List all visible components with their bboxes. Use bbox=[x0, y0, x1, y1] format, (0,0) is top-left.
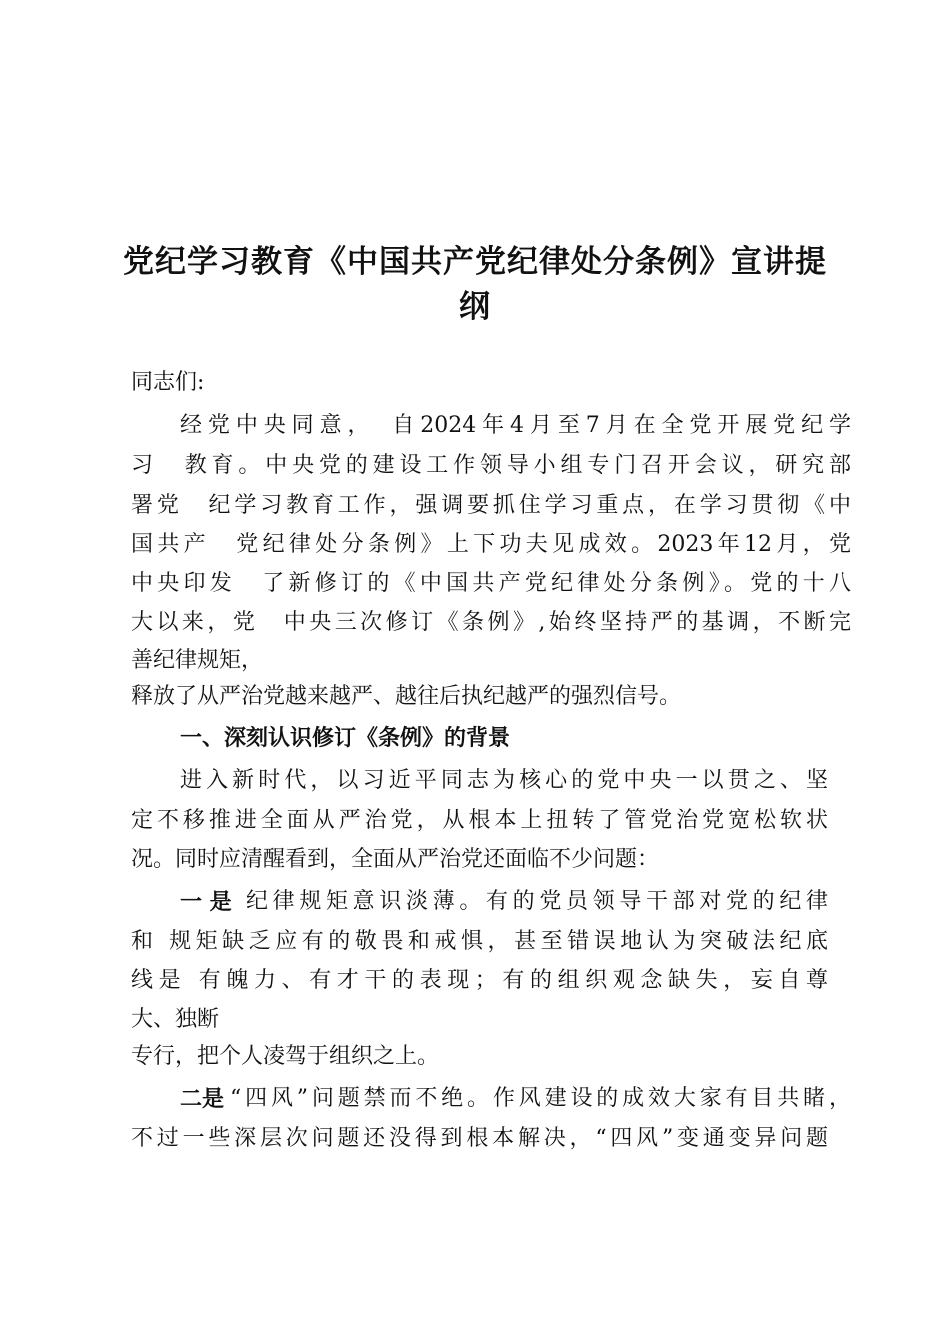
paragraph-2-line-2: 定不移推进全面从严治党，从根本上扭转了管党治党宽松软状 bbox=[131, 808, 828, 833]
paragraph-4-lead: 二是 bbox=[180, 1086, 225, 1112]
paragraph-3-line-5: 专行，把个人凌驾于组织之上。 bbox=[131, 1044, 440, 1069]
paragraph-1-line-3: 署党 纪学习教育工作，强调要抓住学习重点，在学习贯彻《中 bbox=[131, 493, 851, 518]
paragraph-4-line-1: “四风”问题禁而不绝。作风建设的成效大家有目共睹， bbox=[230, 1086, 851, 1111]
paragraph-1-line-1: 经党中央同意， 自2024年4月至7月在全党开展党纪学 bbox=[180, 413, 851, 438]
paragraph-1-line-6: 大以来，党 中央三次修订《条例》,始终坚持严的基调，不断完 bbox=[131, 610, 851, 635]
paragraph-4-line-2: 不过一些深层次问题还没得到根本解决，“四风”变通变异问题 bbox=[131, 1126, 828, 1151]
paragraph-3-line-2: 和 规矩缺乏应有的敬畏和戒惧，甚至错误地认为突破法纪底 bbox=[131, 929, 828, 954]
paragraph-2-line-3: 况。同时应清醒看到，全面从严治党还面临不少问题： bbox=[131, 847, 660, 872]
section-1-heading: 一、深刻认识修订《条例》的背景 bbox=[180, 726, 511, 751]
document-title-line-2: 纲 bbox=[459, 289, 491, 325]
paragraph-3-line-4: 大、独断 bbox=[131, 1007, 220, 1032]
paragraph-3-line-1: 纪律规矩意识淡薄。有的党员领导干部对党的纪律 bbox=[246, 889, 828, 914]
document-title-line-1: 党纪学习教育《中国共产党纪律处分条例》宣讲提 bbox=[123, 244, 827, 280]
paragraph-1-line-4: 国共产 党纪律处分条例》上下功夫见成效。2023年12月，党 bbox=[131, 532, 851, 557]
salutation: 同志们: bbox=[131, 370, 205, 395]
paragraph-1-line-7: 善纪律规矩， bbox=[131, 648, 264, 673]
paragraph-2-line-1: 进入新时代，以习近平同志为核心的党中央一以贯之、坚 bbox=[180, 768, 828, 793]
paragraph-3-line-3: 线是 有魄力、有才干的表现；有的组织观念缺失，妄自尊 bbox=[131, 968, 828, 993]
paragraph-1-line-2: 习 教育。中央党的建设工作领导小组专门召开会议，研究部 bbox=[131, 453, 851, 478]
paragraph-3-lead: 一 是 bbox=[180, 889, 232, 915]
paragraph-1-line-8: 释放了从严治党越来越严、越往后执纪越严的强烈信号。 bbox=[131, 684, 682, 709]
paragraph-1-line-5: 中央印发 了新修订的《中国共产党纪律处分条例》。党的十八 bbox=[131, 571, 851, 596]
